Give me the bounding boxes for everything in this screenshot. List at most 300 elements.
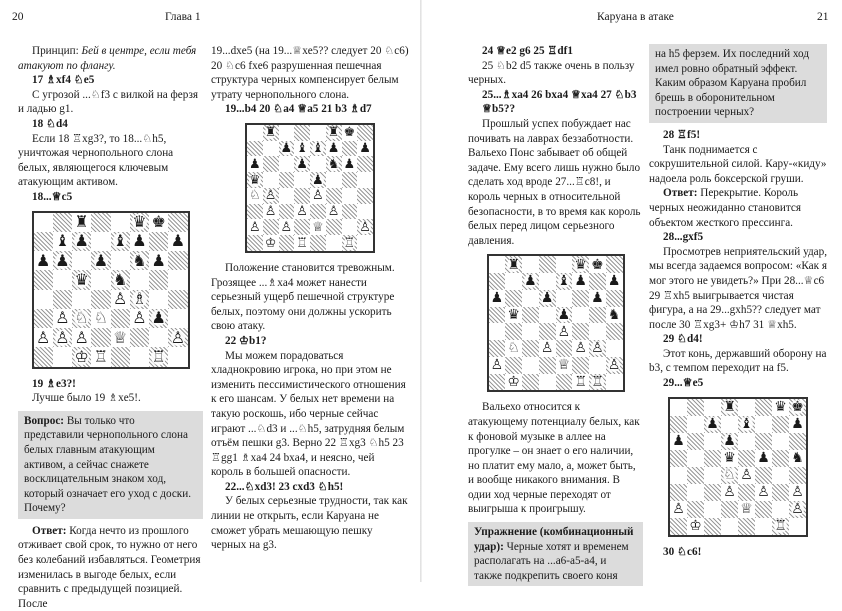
paragraph: на h5 ферзем. Их последний ход имел ровно обратный эффект. Каким образом Каруана пробил брешь в оборонительном построении черных?	[655, 48, 810, 119]
board-square	[704, 433, 721, 450]
paragraph: Ответ: Перекрытие. Король черных неожиданно становится объектом жесткого прессинга.	[649, 187, 802, 229]
board-square	[34, 290, 53, 309]
board-square	[294, 235, 310, 251]
board-square	[539, 374, 556, 391]
board-square	[755, 518, 772, 535]
left-col1-text-after	[18, 524, 203, 611]
board-square	[149, 309, 168, 328]
white-pawn-icon: ♙	[757, 484, 770, 501]
board-square	[168, 347, 187, 366]
page-number: 20	[12, 11, 24, 23]
right-column-1	[468, 44, 643, 591]
white-pawn-icon: ♙	[607, 357, 621, 374]
board-square	[279, 204, 295, 220]
move-line: 18...♕c5	[32, 190, 73, 203]
board-square	[72, 328, 91, 347]
board-square	[130, 251, 149, 270]
board-square	[572, 256, 589, 273]
board-square	[130, 213, 149, 232]
move-line: 24 ♕e2 g6 25 ♖df1	[482, 45, 573, 57]
board-square	[755, 450, 772, 467]
black-knight-icon: ♞	[607, 306, 621, 323]
board-square	[53, 270, 72, 289]
black-pawn-icon: ♟	[280, 141, 293, 157]
board-square	[342, 235, 358, 251]
board-square	[687, 484, 704, 501]
board-square	[755, 501, 772, 518]
board-square	[687, 501, 704, 518]
white-knight-icon: ♘	[249, 188, 261, 204]
white-rook-icon: ♖	[343, 235, 356, 251]
board-square	[294, 219, 310, 235]
board-square	[149, 232, 168, 251]
white-bishop-icon: ♗	[132, 289, 147, 309]
board-square	[130, 290, 149, 309]
board-square	[556, 374, 573, 391]
board-square	[294, 125, 310, 141]
board-square	[130, 309, 149, 328]
black-pawn-icon: ♟	[607, 273, 621, 290]
board-square	[247, 156, 263, 172]
paragraph: Ответ: Когда нечто из прошлого отживает свой срок, то нужно от него без колебаний избавляться. Геометрия изменилась в выгоде белых, если сравнить с предыдущей позицией. После	[18, 524, 201, 610]
board-square	[130, 270, 149, 289]
board-square	[247, 125, 263, 141]
white-pawn-icon: ♙	[55, 327, 70, 347]
board-square	[687, 433, 704, 450]
board-square	[755, 484, 772, 501]
white-pawn-icon: ♙	[249, 219, 261, 235]
black-pawn-icon: ♟	[706, 416, 719, 433]
board-square	[670, 501, 687, 518]
chess-board	[32, 211, 190, 369]
board-square	[606, 323, 623, 340]
board-square	[687, 518, 704, 535]
board-square	[263, 172, 279, 188]
board-square	[606, 374, 623, 391]
board-square	[326, 125, 342, 141]
white-knight-icon: ♘	[723, 467, 736, 484]
board-square	[310, 219, 326, 235]
black-knight-icon: ♞	[112, 269, 128, 289]
board-square	[738, 518, 755, 535]
board-square	[310, 188, 326, 204]
board-square	[489, 290, 506, 307]
board-square	[522, 290, 539, 307]
paragraph: Мы можем порадоваться хладнокровию игрока, но при этом не изменить пессимистического отношения к его шансам. У белых нет времени на такую роскошь, ибо черные сейчас играют ...♘d3 и ...♘h5, затрудняя белым отъём пешки g3. Верно 22 ♖xg3 ♘h5 23 ♖gg1 ♗xa4 24 bxa4, и неясно, чей король в большей опасности.	[211, 349, 406, 479]
board-square	[522, 374, 539, 391]
board-square	[72, 290, 91, 309]
board-square	[168, 309, 187, 328]
board-square	[721, 450, 738, 467]
board-square	[111, 309, 130, 328]
board-square	[772, 501, 789, 518]
board-square	[342, 188, 358, 204]
black-rook-icon: ♜	[507, 256, 520, 273]
chapter-header: Глава 1	[165, 11, 201, 23]
board-square	[572, 307, 589, 324]
board-square	[721, 501, 738, 518]
white-pawn-icon: ♙	[264, 188, 277, 204]
board-square	[670, 433, 687, 450]
board-square	[789, 484, 806, 501]
black-bishop-icon: ♝	[557, 273, 571, 290]
board-square	[505, 256, 522, 273]
board-square	[572, 340, 589, 357]
board-square	[704, 399, 721, 416]
black-queen-icon: ♛	[249, 172, 261, 188]
board-square	[326, 204, 342, 220]
white-rook-icon: ♖	[151, 346, 166, 366]
white-pawn-icon: ♙	[490, 357, 504, 374]
black-pawn-icon: ♟	[672, 433, 685, 450]
board-square	[310, 156, 326, 172]
white-pawn-icon: ♙	[591, 340, 604, 357]
move-line: 22 ♔b1?	[225, 334, 267, 347]
left-col1-text-bottom	[18, 377, 203, 406]
board-square	[263, 156, 279, 172]
white-pawn-icon: ♙	[296, 204, 308, 220]
paragraph: У белых серьезные трудности, так как линии не открыть, если Каруана не сможет убрать мешающую пешку черных на g3.	[211, 495, 408, 552]
move-line: 22...♘xd3! 23 cxd3 ♘h5!	[225, 480, 344, 493]
black-queen-icon: ♛	[507, 306, 520, 323]
black-king-icon: ♚	[791, 399, 804, 416]
board-square	[357, 204, 373, 220]
paragraph: С угрозой ...♘f3 с вилкой на ферзя и ладью g1.	[18, 88, 199, 116]
board-square	[357, 219, 373, 235]
black-queen-icon: ♛	[723, 450, 736, 467]
board-square	[310, 141, 326, 157]
board-square	[149, 270, 168, 289]
board-square	[589, 290, 606, 307]
black-pawn-icon: ♟	[74, 231, 89, 251]
board-square	[149, 290, 168, 309]
board-square	[606, 340, 623, 357]
board-square	[342, 141, 358, 157]
black-queen-icon: ♛	[574, 256, 587, 273]
board-square	[326, 188, 342, 204]
board-square	[53, 309, 72, 328]
board-square	[789, 416, 806, 433]
board-square	[149, 328, 168, 347]
paragraph: Танк поднимается с сокрушительной силой. Кару-«киду» надоела роль боксерской груши.	[649, 143, 827, 185]
board-square	[53, 213, 72, 232]
black-pawn-icon: ♟	[249, 156, 261, 172]
white-pawn-icon: ♙	[132, 308, 147, 328]
board-square	[342, 204, 358, 220]
board-square	[606, 307, 623, 324]
board-square	[606, 357, 623, 374]
board-square	[357, 172, 373, 188]
board-square	[721, 467, 738, 484]
board-square	[687, 399, 704, 416]
board-square	[34, 328, 53, 347]
board-square	[606, 273, 623, 290]
black-pawn-icon: ♟	[312, 172, 324, 188]
board-square	[687, 467, 704, 484]
board-square	[687, 450, 704, 467]
black-pawn-icon: ♟	[557, 306, 571, 323]
black-knight-icon: ♞	[132, 250, 147, 270]
board-square	[505, 357, 522, 374]
board-square	[326, 141, 342, 157]
board-square	[556, 273, 573, 290]
left-column-2	[211, 44, 409, 553]
board-square	[168, 270, 187, 289]
black-pawn-icon: ♟	[93, 250, 109, 270]
board-square	[505, 340, 522, 357]
move-line: 30 ♘c6!	[663, 545, 702, 558]
board-square	[789, 399, 806, 416]
board-square	[606, 256, 623, 273]
black-pawn-icon: ♟	[343, 156, 356, 172]
right-column-2	[649, 44, 827, 559]
board-square	[572, 290, 589, 307]
black-queen-icon: ♛	[74, 269, 89, 289]
board-square	[738, 501, 755, 518]
white-knight-icon: ♘	[74, 308, 89, 328]
board-square	[53, 251, 72, 270]
black-pawn-icon: ♟	[327, 141, 340, 157]
board-square	[111, 347, 130, 366]
exercise-box-continued	[649, 44, 827, 123]
board-square	[72, 251, 91, 270]
board-square	[247, 219, 263, 235]
board-square	[738, 467, 755, 484]
black-rook-icon: ♜	[723, 399, 736, 416]
board-square	[572, 273, 589, 290]
board-square	[572, 323, 589, 340]
white-pawn-icon: ♙	[55, 308, 70, 328]
white-queen-icon: ♕	[740, 501, 753, 518]
board-square	[279, 141, 295, 157]
board-square	[294, 156, 310, 172]
board-square	[772, 450, 789, 467]
left-col1-text-top	[18, 44, 203, 205]
board-square	[572, 357, 589, 374]
board-square	[357, 188, 373, 204]
board-square	[34, 251, 53, 270]
white-pawn-icon: ♙	[557, 323, 571, 340]
board-square	[34, 213, 53, 232]
board-square	[505, 290, 522, 307]
board-square	[111, 213, 130, 232]
board-square	[326, 172, 342, 188]
left-column-1	[18, 44, 203, 611]
board-square	[721, 518, 738, 535]
chapter-header-right: Каруана в атаке	[597, 11, 674, 23]
paragraph: Прошлый успех побуждает нас почивать на лаврах беззаботности. Вальехо Понс забывает об общей задаче. Ему всего лишь нужно было сделать ход вроде 27...♖c8!, и король черных в относительной безопасности, в то время как король белых перед лицом серьезного давления.	[468, 117, 641, 247]
move-line: 29...♕e5	[663, 377, 704, 390]
move-line: 29 ♘d4!	[663, 333, 703, 346]
move-line: 28 ♖f5!	[663, 128, 701, 141]
board-square	[721, 433, 738, 450]
black-pawn-icon: ♟	[359, 141, 371, 157]
left-page	[0, 0, 421, 610]
white-king-icon: ♔	[74, 346, 89, 366]
white-rook-icon: ♖	[774, 518, 787, 535]
board-square	[789, 467, 806, 484]
board-square	[168, 290, 187, 309]
left-col2-text-top	[211, 44, 409, 117]
white-pawn-icon: ♙	[540, 340, 554, 357]
board-square	[34, 270, 53, 289]
board-square	[589, 357, 606, 374]
white-pawn-icon: ♙	[574, 340, 587, 357]
board-square	[589, 374, 606, 391]
board-square	[505, 323, 522, 340]
board-square	[556, 340, 573, 357]
page-number-right: 21	[817, 11, 829, 23]
board-square	[539, 256, 556, 273]
right-col2-text-bottom	[649, 545, 827, 560]
black-bishop-icon: ♝	[296, 141, 308, 157]
board-square	[130, 328, 149, 347]
board-square	[342, 125, 358, 141]
black-king-icon: ♚	[591, 256, 604, 273]
board-square	[130, 347, 149, 366]
black-pawn-icon: ♟	[540, 290, 554, 307]
board-square	[738, 416, 755, 433]
move-line: 28...gxf5	[663, 231, 704, 244]
black-bishop-icon: ♝	[112, 231, 128, 251]
board-square	[53, 347, 72, 366]
white-pawn-icon: ♙	[35, 327, 51, 347]
board-square	[772, 467, 789, 484]
board-square	[342, 219, 358, 235]
paragraph: Просмотрев неприятельский удар, мы всегда задаемся вопросом: «Как я мог этого не увидеть?» При 28...♕c6 29 ♖xh5 выигрывается чистая фигура, а на 29...gxh5?? следует мат после 30 ♖xg3+ ♔h7 31 ♕xh5.	[649, 245, 828, 331]
chess-board	[245, 123, 375, 253]
right-col2-text-top	[649, 128, 827, 391]
board-square	[279, 125, 295, 141]
left-col2-text-bottom	[211, 261, 409, 553]
board-square	[738, 433, 755, 450]
board-square	[149, 213, 168, 232]
white-rook-icon: ♖	[93, 346, 109, 366]
white-pawn-icon: ♙	[74, 327, 89, 347]
white-pawn-icon: ♙	[791, 501, 804, 518]
white-pawn-icon: ♙	[791, 484, 804, 501]
board-square	[357, 156, 373, 172]
black-pawn-icon: ♟	[151, 308, 166, 328]
move-line: 17 ♗xf4 ♘e5	[32, 74, 95, 87]
board-square	[72, 309, 91, 328]
board-square	[738, 484, 755, 501]
white-king-icon: ♔	[689, 518, 702, 535]
right-col1-text-bottom	[468, 400, 643, 517]
board-square	[522, 323, 539, 340]
black-pawn-icon: ♟	[791, 416, 804, 433]
white-pawn-icon: ♙	[264, 204, 277, 220]
board-square	[111, 232, 130, 251]
board-square	[91, 270, 110, 289]
board-square	[539, 357, 556, 374]
white-knight-icon: ♘	[507, 340, 520, 357]
board-square	[789, 518, 806, 535]
board-square	[91, 290, 110, 309]
black-pawn-icon: ♟	[723, 433, 736, 450]
black-queen-icon: ♛	[774, 399, 787, 416]
board-square	[279, 235, 295, 251]
black-king-icon: ♚	[151, 212, 166, 232]
board-square	[704, 467, 721, 484]
board-square	[247, 235, 263, 251]
board-square	[111, 290, 130, 309]
board-square	[505, 307, 522, 324]
board-square	[589, 340, 606, 357]
board-square	[279, 172, 295, 188]
board-square	[589, 307, 606, 324]
paragraph: 25 ♘b2 d5 также очень в пользу черных.	[468, 59, 635, 87]
board-square	[72, 270, 91, 289]
board-square	[755, 467, 772, 484]
board-square	[670, 399, 687, 416]
black-king-icon: ♚	[343, 125, 356, 141]
board-square	[670, 484, 687, 501]
right-col1-text-top	[468, 44, 643, 248]
board-square	[91, 309, 110, 328]
paragraph: Этот конь, державший оборону на b3, с темпом переходит на f5.	[649, 347, 827, 375]
white-pawn-icon: ♙	[280, 219, 293, 235]
board-square	[721, 416, 738, 433]
board-square	[111, 328, 130, 347]
board-square	[772, 433, 789, 450]
white-pawn-icon: ♙	[723, 484, 736, 501]
white-rook-icon: ♖	[591, 373, 604, 390]
board-square	[72, 213, 91, 232]
black-pawn-icon: ♟	[296, 156, 308, 172]
exercise-box	[468, 522, 643, 586]
board-square	[168, 251, 187, 270]
board-square	[539, 307, 556, 324]
board-square	[522, 357, 539, 374]
board-square	[589, 273, 606, 290]
move-line: 25...♗xa4 26 bxa4 ♕xa4 27 ♘b3 ♕b5??	[482, 88, 637, 116]
board-square	[130, 232, 149, 251]
board-square	[772, 416, 789, 433]
board-square	[263, 125, 279, 141]
black-rook-icon: ♜	[74, 212, 89, 232]
board-square	[556, 307, 573, 324]
board-square	[489, 273, 506, 290]
white-rook-icon: ♖	[296, 235, 308, 251]
chess-diagram-1	[18, 211, 203, 369]
board-square	[489, 307, 506, 324]
board-square	[670, 518, 687, 535]
board-square	[772, 518, 789, 535]
white-pawn-icon: ♙	[740, 467, 753, 484]
black-pawn-icon: ♟	[35, 250, 51, 270]
white-pawn-icon: ♙	[327, 204, 340, 220]
board-square	[247, 172, 263, 188]
board-square	[310, 204, 326, 220]
board-square	[704, 518, 721, 535]
board-square	[53, 328, 72, 347]
paragraph: Положение становится тревожным. Грозящее ...♗xa4 может нанести серьезный ущерб пешечной структуре белых, поэтому они должны ускорить свою атаку.	[211, 261, 395, 333]
board-square	[34, 232, 53, 251]
board-square	[263, 219, 279, 235]
board-square	[263, 204, 279, 220]
black-pawn-icon: ♟	[170, 231, 186, 251]
black-pawn-icon: ♟	[574, 273, 587, 290]
board-square	[789, 450, 806, 467]
paragraph: Вальехо относится к атакующему потенциалу белых, как к фоновой музыке в аллее на прогулке – он знает о его наличии, но платит ему мало, а, может быть, и вообще никакого внимания. В одии ход черные переходят от выигрыша к проигрышу.	[468, 401, 640, 516]
board-square	[53, 232, 72, 251]
board-square	[342, 156, 358, 172]
board-square	[111, 270, 130, 289]
board-square	[294, 204, 310, 220]
board-square	[53, 290, 72, 309]
board-square	[589, 256, 606, 273]
